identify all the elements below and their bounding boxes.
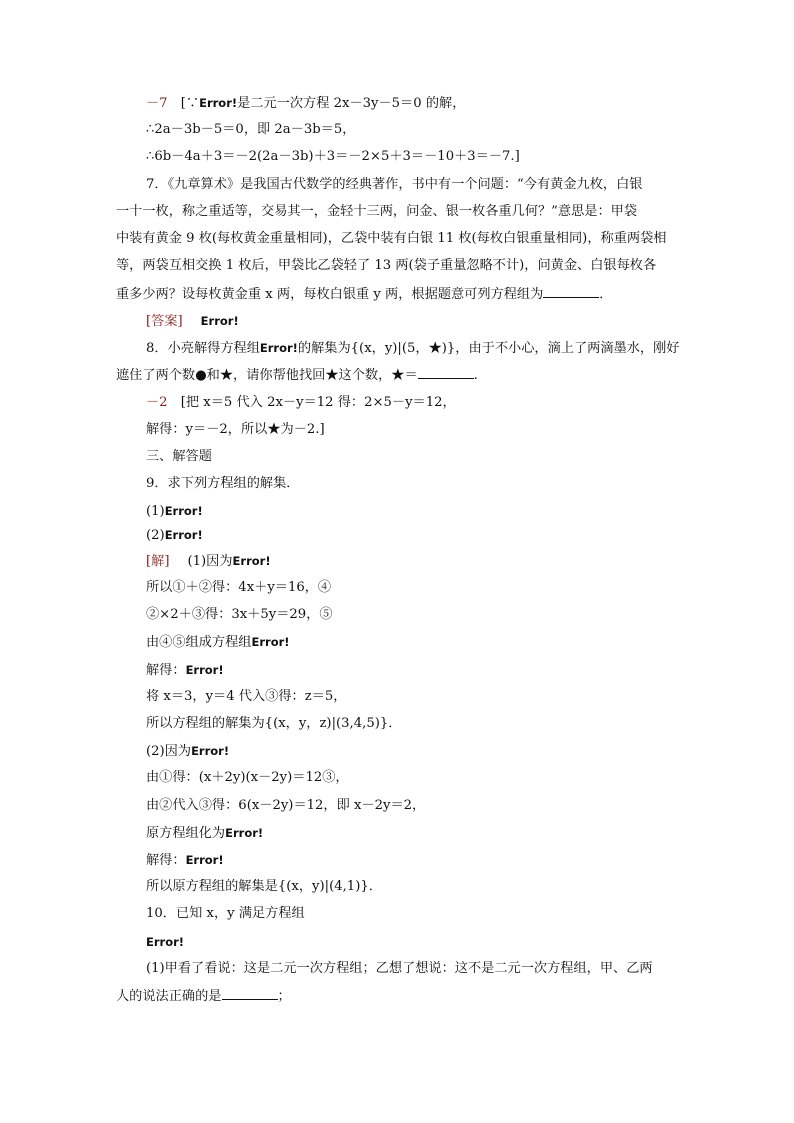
text-line-q8b <box>116 366 478 385</box>
text-segment: Error! <box>200 314 239 328</box>
text-line-a7 <box>146 312 239 331</box>
text-line-l1b <box>146 121 355 139</box>
text-segment: (1) <box>146 504 165 519</box>
text-segment: 是二元一次方程 2x－3y－5＝0 的解， <box>237 96 466 111</box>
text-segment: 所以方程组的解集为{(x，y，z)|(3,4,5)}． <box>146 716 402 731</box>
text-segment: ． <box>599 287 613 302</box>
answer-blank <box>418 366 474 379</box>
text-segment: －2 <box>146 395 168 410</box>
text-segment: [解] <box>146 554 170 569</box>
text-line-q10 <box>146 905 305 923</box>
text-segment: 8．小亮解得方程组 <box>146 341 260 356</box>
text-line-s3b <box>146 606 333 624</box>
text-line-s4 <box>146 633 290 652</box>
text-segment: Error! <box>191 744 230 758</box>
text-segment: Error! <box>164 504 203 518</box>
text-segment: 由②代入③得：6(x－2y)＝12，即 x－2y＝2， <box>146 798 426 813</box>
text-line-l1c <box>146 148 520 166</box>
text-line-q7c <box>116 230 666 248</box>
text-segment: 遮住了两个数●和★，请你帮他找回★这个数，★＝ <box>116 368 418 383</box>
text-segment: 解得： <box>146 663 186 678</box>
text-line-q10b <box>116 987 291 1006</box>
text-segment: 7．《九章算术》是我国古代数学的经典著作，书中有一个问题：“今有黄金九枚，白银 <box>146 177 643 192</box>
text-segment: 所以①＋②得：4x＋y＝16，④ <box>146 580 332 595</box>
text-segment: 三、解答题 <box>146 449 212 464</box>
text-segment: 由④⑤组成方程组 <box>146 635 252 650</box>
text-segment: 原方程组化为 <box>146 826 226 841</box>
text-line-q7e <box>116 285 612 304</box>
text-line-s6 <box>146 688 346 706</box>
text-segment: ②×2＋③得：3x＋5y＝29，⑤ <box>146 607 333 622</box>
text-line-s5 <box>146 661 224 680</box>
text-segment: Error! <box>146 935 185 949</box>
text-line-q9 <box>146 475 299 493</box>
text-segment: 所以原方程组的解集是{(x，y)|(4,1)}． <box>146 879 382 894</box>
text-segment: (2) <box>146 528 165 543</box>
answer-blank <box>543 285 599 298</box>
text-line-q7b <box>116 203 637 221</box>
text-segment: Error! <box>225 826 264 840</box>
text-segment: ； <box>277 989 291 1004</box>
text-segment: 由①得：(x＋2y)(x－2y)＝12③， <box>146 770 349 785</box>
text-segment: [答案] <box>146 314 183 329</box>
text-line-q9b <box>146 526 203 545</box>
text-line-s12 <box>146 851 224 870</box>
text-segment: 人的说法正确的是 <box>116 989 222 1004</box>
text-line-s1 <box>146 552 271 571</box>
text-line-s10 <box>146 797 425 815</box>
text-line-s8 <box>146 742 229 761</box>
text-segment: Error! <box>232 554 271 568</box>
text-line-q7a <box>146 176 642 194</box>
text-segment: 的解集为{(x，y)|(5，★)}，由于不小心，滴上了两滴墨水，刚好 <box>297 341 680 356</box>
text-segment: (1)甲看了看说：这是二元一次方程组；乙想了想说：这不是二元一次方程组，甲、乙两 <box>146 961 653 976</box>
text-line-a8b <box>146 421 325 439</box>
text-segment: ∴2a－3b－5＝0，即 2a－3b＝5， <box>146 122 356 137</box>
text-line-q8a <box>146 339 680 358</box>
text-segment: 解得：y＝－2，所以★为－2.] <box>146 422 325 437</box>
text-segment: 解得： <box>146 853 186 868</box>
text-line-s2 <box>146 579 331 597</box>
text-line-l1a <box>146 94 465 113</box>
text-line-a8a <box>146 394 456 412</box>
text-segment: (2)因为 <box>146 744 192 759</box>
text-segment: 10．已知 x，y 满足方程组 <box>146 906 305 921</box>
text-segment: Error! <box>199 96 238 110</box>
text-line-s7 <box>146 715 401 733</box>
text-line-q7d <box>116 257 656 275</box>
text-line-s3 <box>146 448 212 466</box>
text-line-s11 <box>146 824 263 843</box>
text-line-q10a <box>146 960 653 978</box>
text-segment: Error! <box>185 853 224 867</box>
text-segment: 等，两袋互相交换 1 枚后，甲袋比乙袋轻了 13 两(袋子重量忽略不计)，问黄金、白银每枚各 <box>116 258 657 273</box>
text-segment: ∴6b－4a＋3＝－2(2a－3b)＋3＝－2×5＋3＝－10＋3＝－7.] <box>146 149 520 164</box>
text-segment: Error! <box>185 663 224 677</box>
text-line-s13 <box>146 878 382 896</box>
text-segment: (1)因为 <box>187 554 233 569</box>
text-line-q10e <box>146 933 184 952</box>
text-segment: Error! <box>259 341 298 355</box>
text-line-s9 <box>146 769 349 787</box>
text-segment: . <box>473 368 478 383</box>
text-segment: －7 <box>146 96 168 111</box>
text-segment: [∵ <box>167 96 200 111</box>
text-segment: Error! <box>164 528 203 542</box>
text-segment: 9．求下列方程组的解集． <box>146 476 300 491</box>
text-segment: Error! <box>251 635 290 649</box>
text-segment: [把 x＝5 代入 2x－y＝12 得：2×5－y＝12， <box>167 395 456 410</box>
text-segment: 重多少两？设每枚黄金重 x 两，每枚白银重 y 两，根据题意可列方程组为 <box>116 287 544 302</box>
text-line-q9a <box>146 502 203 521</box>
text-segment: 一十一枚，称之重适等，交易其一，金轻十三两，问金、银一枚各重几何？”意思是：甲袋 <box>116 204 638 219</box>
text-segment: 中装有黄金 9 枚(每枚黄金重量相同)，乙袋中装有白银 11 枚(每枚白银重量相同)，称重两袋相 <box>116 231 667 246</box>
answer-blank <box>222 987 278 1000</box>
text-segment: 将 x＝3，y＝4 代入③得：z＝5， <box>146 689 347 704</box>
